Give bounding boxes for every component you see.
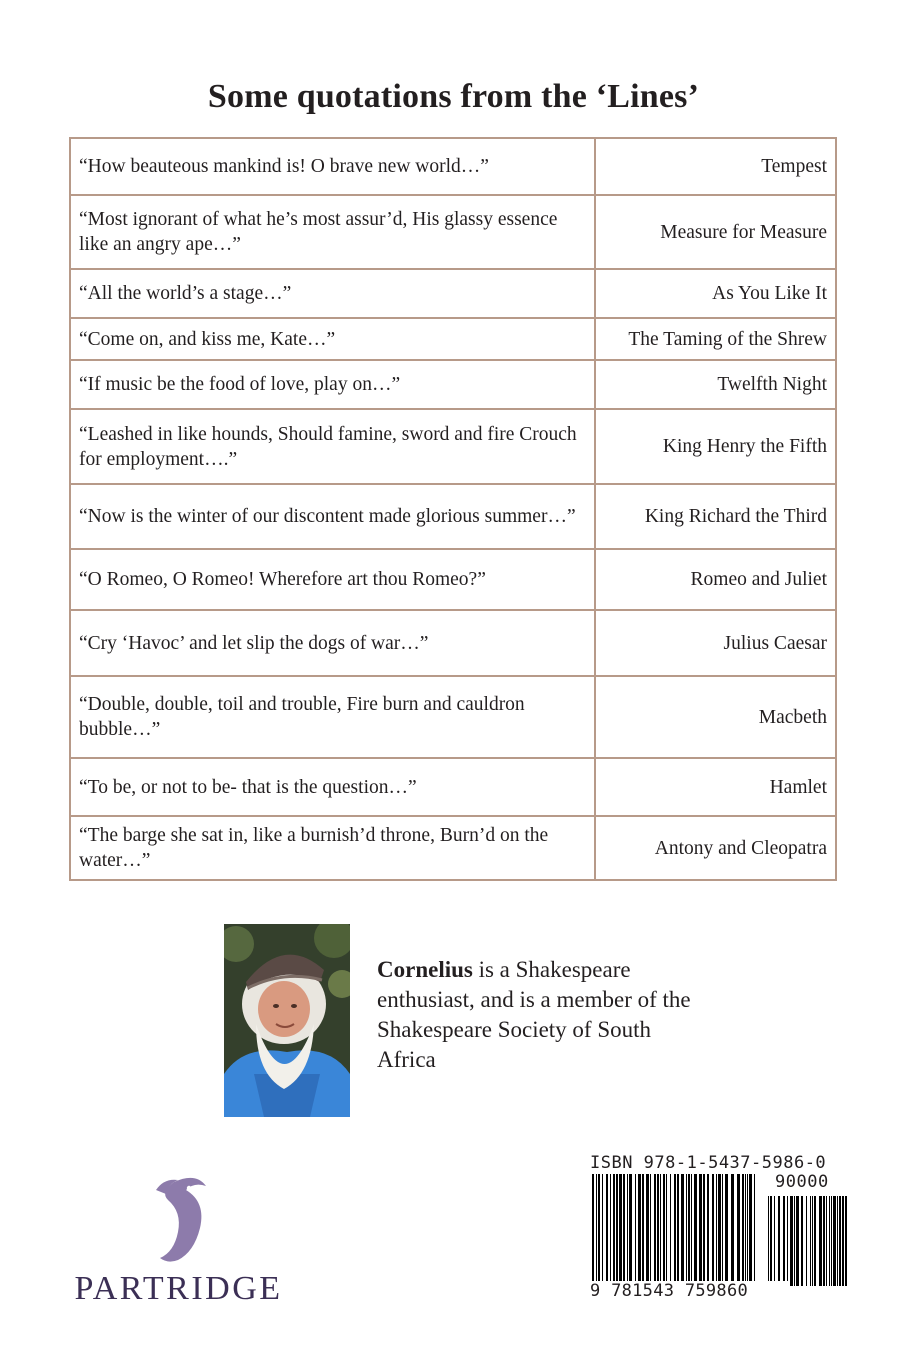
barcode-bar [801, 1196, 803, 1286]
barcode-bar [688, 1174, 690, 1286]
barcode-bar [660, 1174, 661, 1286]
barcode-digits: 9 781543 759860 [590, 1281, 790, 1301]
table-row [70, 409, 836, 484]
partridge-bird-icon [56, 1172, 301, 1270]
barcode-bar [819, 1196, 822, 1286]
barcode-bar [722, 1174, 723, 1286]
barcode-bar [613, 1174, 615, 1286]
barcode-bar [826, 1196, 827, 1286]
quote-cell: “If music be the food of love, play on…” [70, 360, 595, 409]
quote-cell: “All the world’s a stage…” [70, 269, 595, 318]
barcode-bar [707, 1174, 709, 1286]
barcode-bar [823, 1196, 825, 1286]
barcode-bar [829, 1196, 830, 1286]
table-row [70, 269, 836, 318]
table-row [70, 484, 836, 549]
barcode-bar [654, 1174, 656, 1286]
barcode-bar [806, 1196, 807, 1286]
quote-cell: “Now is the winter of our discontent made glorious summer…” [70, 484, 595, 549]
play-cell: Measure for Measure [595, 195, 836, 269]
barcode-bar [596, 1174, 597, 1286]
barcode-bar [839, 1196, 841, 1286]
quote-cell: “Leashed in like hounds, Should famine, sword and fire Crouch for employment….” [70, 409, 595, 484]
table-row [70, 549, 836, 610]
barcode-bar [681, 1174, 684, 1286]
barcode-bar [774, 1196, 775, 1286]
table-row [70, 318, 836, 360]
quote-cell: “Come on, and kiss me, Kate…” [70, 318, 595, 360]
barcode-bar [602, 1174, 603, 1286]
table-row [70, 758, 836, 816]
barcode-bar [754, 1174, 755, 1286]
table-row [70, 610, 836, 676]
barcode-bar [787, 1196, 788, 1286]
barcode-bar [837, 1196, 838, 1286]
barcode-bar [768, 1196, 769, 1286]
author-name: Cornelius [377, 957, 473, 982]
barcode-bar [749, 1174, 752, 1286]
barcode-bar [833, 1196, 836, 1286]
play-cell: Tempest [595, 138, 836, 195]
quote-cell: “Double, double, toil and trouble, Fire burn and cauldron bubble…” [70, 676, 595, 758]
barcode-bar [783, 1196, 785, 1286]
barcode-bar [810, 1196, 811, 1286]
barcode-bar [663, 1174, 665, 1286]
quote-cell: “To be, or not to be- that is the question…” [70, 758, 595, 816]
table-row [70, 360, 836, 409]
barcode-bar [610, 1174, 611, 1286]
table-row [70, 816, 836, 880]
barcode-bar [650, 1174, 651, 1286]
barcode-bar [794, 1196, 795, 1286]
barcode-bar [686, 1174, 687, 1286]
barcode-bar [778, 1196, 780, 1286]
play-cell: The Taming of the Shrew [595, 318, 836, 360]
play-cell: Hamlet [595, 758, 836, 816]
barcode-bar [638, 1174, 641, 1286]
barcode-bar [635, 1174, 636, 1286]
author-portrait-illustration [224, 924, 350, 1117]
barcode-bar [814, 1196, 816, 1286]
barcode-bar [845, 1196, 847, 1286]
barcode-bar [699, 1174, 702, 1286]
quote-cell: “O Romeo, O Romeo! Wherefore art thou Romeo?” [70, 549, 595, 610]
play-cell: King Richard the Third [595, 484, 836, 549]
quote-cell: “How beauteous mankind is! O brave new world…” [70, 138, 595, 195]
play-cell: Romeo and Juliet [595, 549, 836, 610]
barcode-bar [745, 1174, 746, 1286]
barcode-bar [677, 1174, 679, 1286]
barcode-bar [619, 1174, 622, 1286]
barcode-bar [627, 1174, 628, 1286]
barcode-bar [646, 1174, 649, 1286]
isbn-label: ISBN 978-1-5437-5986-0 [590, 1153, 827, 1173]
barcode-bar [666, 1174, 667, 1286]
barcode-bar [790, 1196, 793, 1286]
barcode-bar [712, 1174, 714, 1286]
page-title: Some quotations from the ‘Lines’ [207, 78, 700, 115]
barcode-bar [770, 1196, 772, 1286]
barcode-bar [642, 1174, 644, 1286]
barcode-bar [737, 1174, 740, 1286]
barcode-bar [796, 1196, 799, 1286]
barcode-bar [694, 1174, 697, 1286]
quotes-table [69, 137, 837, 881]
play-cell: King Henry the Fifth [595, 409, 836, 484]
play-cell: Twelfth Night [595, 360, 836, 409]
quote-cell: “Most ignorant of what he’s most assur’d, His glassy essence like an angry ape…” [70, 195, 595, 269]
price-code: 90000 [775, 1172, 829, 1192]
barcode-bar [606, 1174, 608, 1286]
barcode-bar [747, 1174, 748, 1286]
barcode-bar [725, 1174, 728, 1286]
barcode-bar [629, 1174, 632, 1286]
barcode-bar [670, 1174, 671, 1286]
barcode-bar [592, 1174, 594, 1286]
barcode-bar [598, 1174, 600, 1286]
barcode-bar [842, 1196, 844, 1286]
barcode-bar [623, 1174, 625, 1286]
barcode-bar [731, 1174, 734, 1286]
play-cell: Julius Caesar [595, 610, 836, 676]
table-row [70, 195, 836, 269]
table-row [70, 138, 836, 195]
play-cell: Antony and Cleopatra [595, 816, 836, 880]
quote-cell: “The barge she sat in, like a burnish’d throne, Burn’d on the water…” [70, 816, 595, 880]
barcode-bar [703, 1174, 705, 1286]
barcode-bar [716, 1174, 717, 1286]
barcode-bar [657, 1174, 659, 1286]
author-photo [224, 924, 350, 1117]
quote-cell: “Cry ‘Havoc’ and let slip the dogs of war…” [70, 610, 595, 676]
barcode-bar [742, 1174, 744, 1286]
publisher-name: PARTRIDGE [74, 1270, 283, 1307]
barcode-bar [616, 1174, 618, 1286]
play-cell: Macbeth [595, 676, 836, 758]
publisher-logo [56, 1172, 301, 1312]
author-bio [377, 955, 707, 1075]
barcode-bar [831, 1196, 832, 1286]
barcode-bar [812, 1196, 813, 1286]
author-bio-text: is a Shakespeare enthusiast, and is a member of the Shakespeare Society of South Africa [377, 957, 691, 1072]
barcode-bar [718, 1174, 721, 1286]
play-cell: As You Like It [595, 269, 836, 318]
barcode-bar [691, 1174, 692, 1286]
table-row [70, 676, 836, 758]
barcode-bar [674, 1174, 676, 1286]
